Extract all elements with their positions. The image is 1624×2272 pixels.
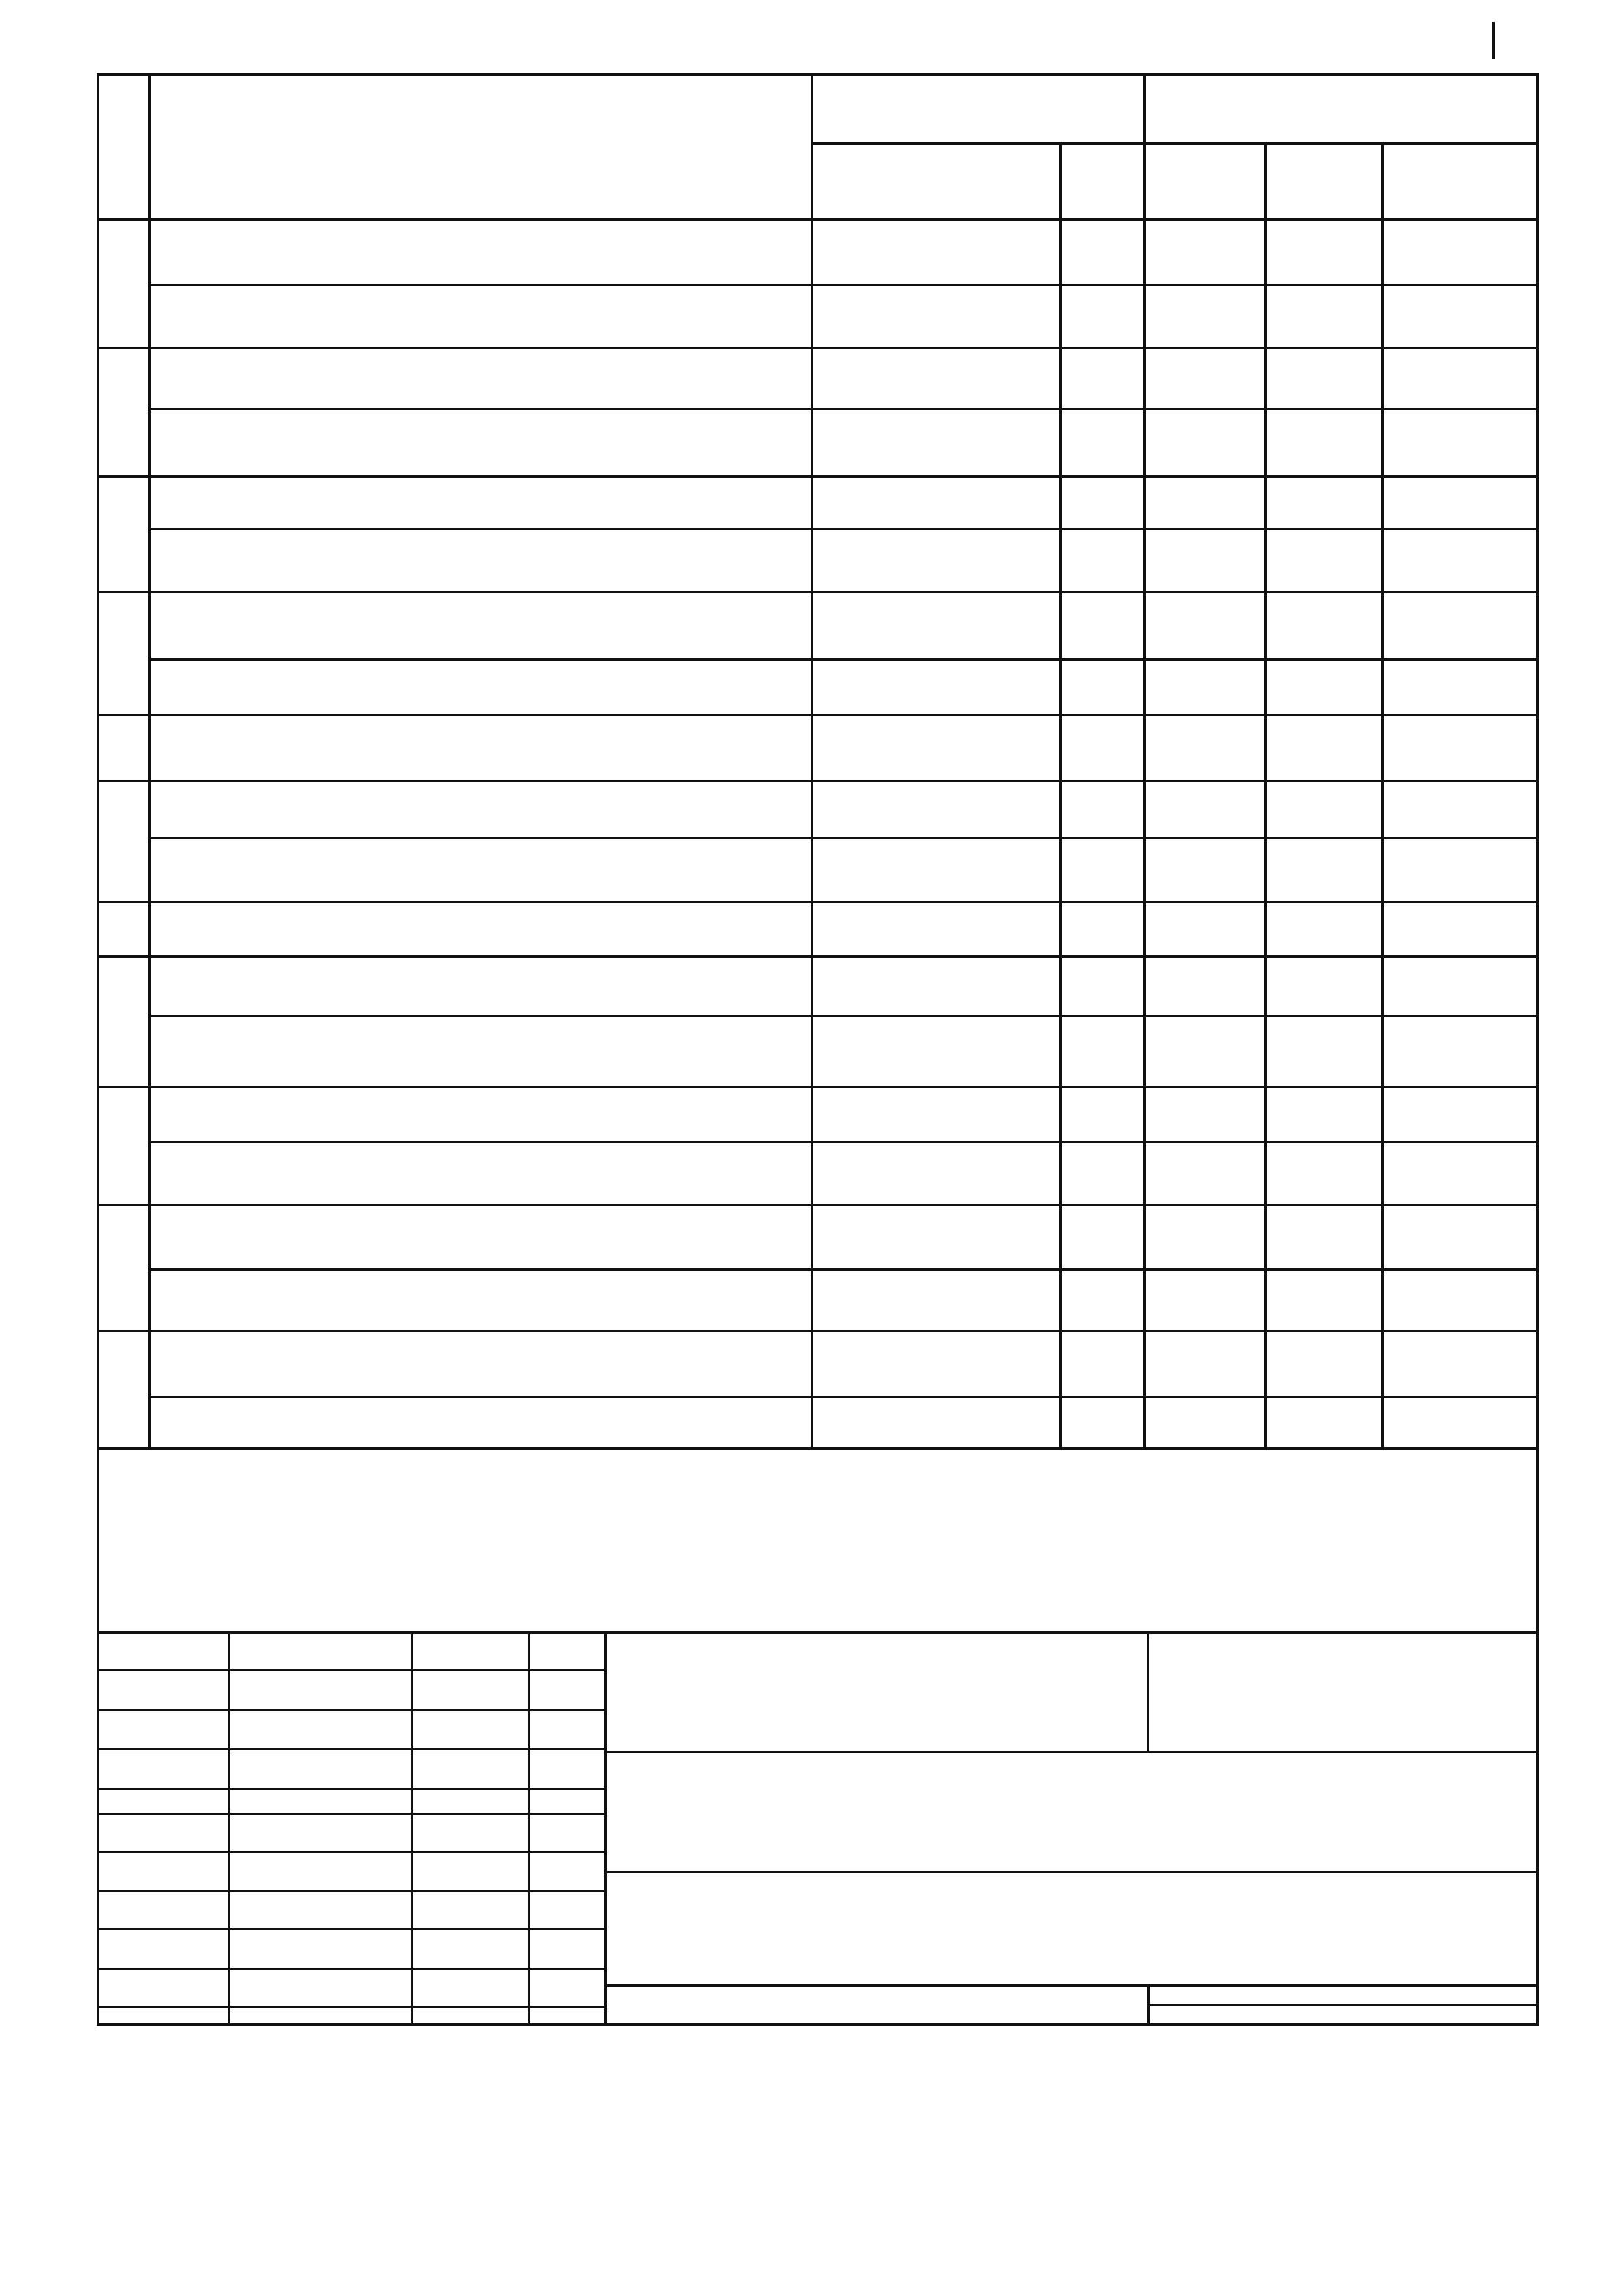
stamp-col	[528, 1631, 530, 2026]
header-split-line	[811, 142, 1536, 145]
stamp-row	[604, 1751, 1536, 1753]
stamp-row	[97, 1928, 604, 1930]
col-name-border	[811, 73, 813, 1448]
row-line	[97, 714, 1536, 716]
frame-right	[1536, 73, 1539, 2026]
frame-left	[97, 73, 99, 2026]
col-unit-border	[1143, 73, 1146, 1448]
header-bottom-line	[97, 218, 1539, 221]
row-line	[97, 475, 1536, 478]
col-code-border	[1059, 143, 1062, 1448]
stamp-row	[97, 1709, 604, 1711]
stamp-col	[411, 1631, 413, 2026]
table-bottom-line	[97, 1447, 1536, 1450]
frame-top	[97, 73, 1539, 76]
title-top-line	[604, 1984, 1536, 1987]
page-number-tick	[1492, 22, 1495, 59]
col-typ-border	[1264, 143, 1267, 1448]
stamp-row	[97, 1968, 604, 1970]
row-line	[97, 347, 1536, 349]
stamp-row	[97, 1890, 604, 1892]
stamp-row	[97, 1851, 604, 1853]
stamp-row	[604, 1871, 1536, 1873]
row-line	[148, 837, 1536, 839]
stamp-col	[604, 1631, 607, 2026]
stamp-row	[97, 1669, 604, 1671]
col-rownum-border	[148, 73, 151, 1448]
stamp-top-line	[97, 1631, 1536, 1634]
row-line	[97, 591, 1536, 593]
row-line	[97, 780, 1536, 782]
row-line	[148, 658, 1536, 661]
stamp-col	[1147, 1631, 1149, 1753]
row-line	[97, 1204, 1536, 1206]
col-ind-border	[1381, 143, 1384, 1448]
row-line	[148, 528, 1536, 530]
frame-bottom	[97, 2023, 1539, 2026]
stage-row-line	[1147, 2004, 1536, 2006]
row-line	[97, 901, 1536, 903]
row-line	[97, 955, 1536, 958]
stamp-row	[97, 1748, 604, 1750]
row-line	[148, 408, 1536, 410]
stamp-col	[228, 1631, 230, 2026]
stamp-row	[97, 1813, 604, 1815]
row-line	[148, 1015, 1536, 1017]
row-line	[148, 1141, 1536, 1143]
row-line	[148, 284, 1536, 286]
row-line	[97, 1086, 1536, 1088]
stamp-row	[97, 2006, 604, 2008]
stamp-row	[97, 1788, 604, 1790]
header-row-number	[99, 80, 146, 217]
row-line	[148, 1268, 1536, 1271]
row-line	[97, 1330, 1536, 1332]
row-line	[148, 1396, 1536, 1398]
